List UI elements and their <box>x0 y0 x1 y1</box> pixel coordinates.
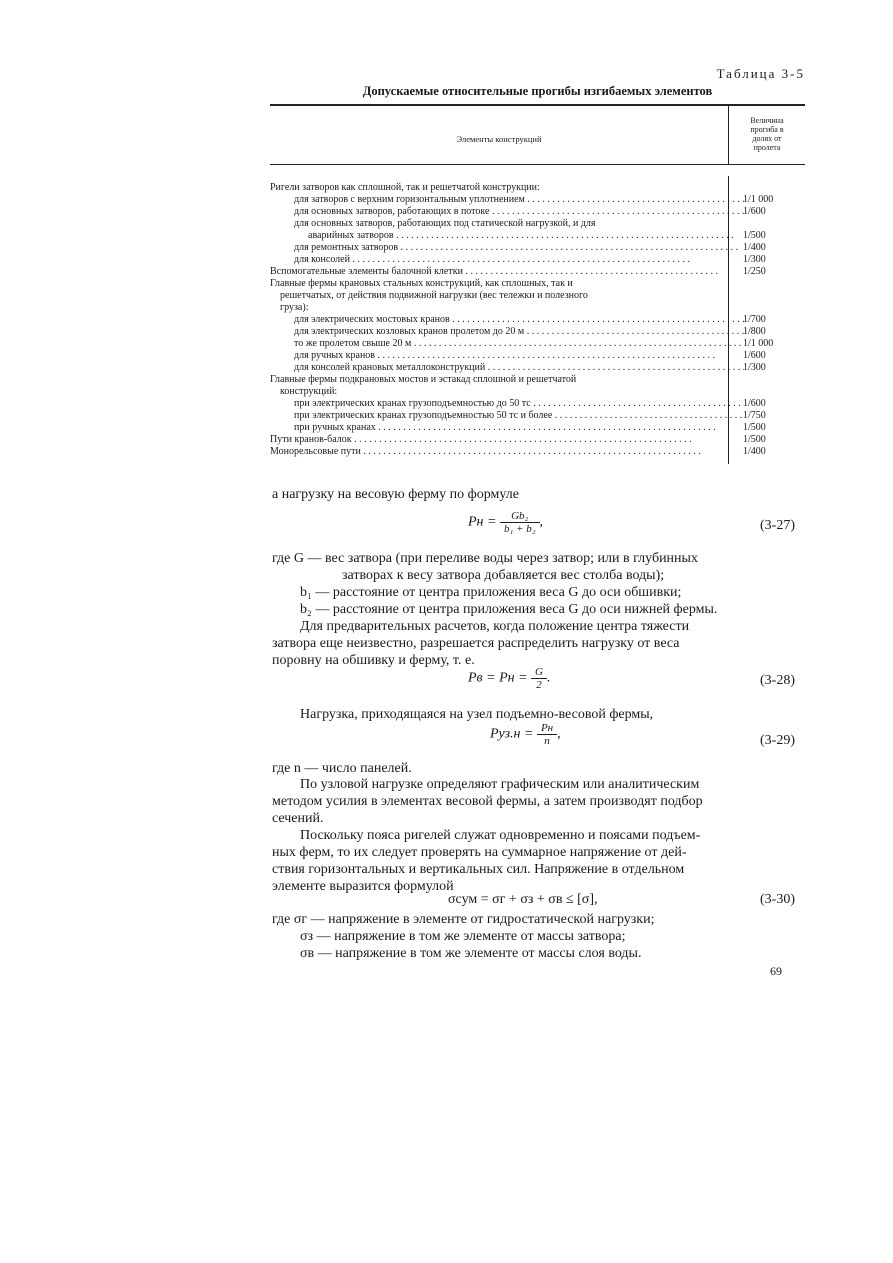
table-row <box>270 266 805 277</box>
table-row <box>270 386 805 397</box>
formula-tail: . <box>546 670 551 686</box>
row-label: Главные фермы подкрановых мостов и эстакад сплошной и решетчатой <box>270 374 577 385</box>
header-value-line: долях от <box>752 134 782 143</box>
table-row <box>270 338 805 349</box>
paragraph: ных ферм, то их следует проверять на суммарное напряжение от дей- <box>272 845 687 860</box>
row-value: 1/1 000 <box>743 194 774 205</box>
row-label: решетчатых, от действия подвижной нагрузки (вес тележки и полезного <box>280 290 588 301</box>
row-label: при электрических кранах грузоподъемностью 50 тс и более . . . <box>270 410 744 421</box>
paragraph: Для предварительных расчетов, когда положение центра тяжести <box>300 619 690 634</box>
table-top-rule <box>270 104 805 106</box>
paragraph: По узловой нагрузке определяют графическим или аналитическим <box>300 777 700 792</box>
table-row <box>270 278 805 289</box>
header-value-line: Величина <box>750 116 784 125</box>
row-value: 1/750 <box>743 410 766 421</box>
table-row <box>270 206 805 217</box>
row-value: 1/250 <box>743 266 766 277</box>
table-row <box>270 314 805 325</box>
row-label: Вспомогательные элементы балочной клетки . . . <box>270 266 720 277</box>
table-row <box>270 230 805 241</box>
table-row <box>270 182 805 193</box>
row-label: при электрических кранах грузоподъемностью до 50 тс . . . <box>270 398 744 409</box>
table-row <box>270 434 805 445</box>
page-number: 69 <box>770 964 782 978</box>
definition: затворах к весу затвора добавляется вес столба воды); <box>342 568 665 583</box>
table-row <box>270 194 805 205</box>
table-row <box>270 446 805 457</box>
row-label: груза): <box>280 302 309 313</box>
equation-number: (3-28) <box>760 673 795 688</box>
fraction <box>500 510 540 535</box>
row-label: для консолей . . . <box>270 254 744 265</box>
row-value: 1/500 <box>743 230 766 241</box>
table-row <box>270 350 805 361</box>
paragraph: затвора еще неизвестно, разрешается распределить нагрузку от веса <box>272 636 680 651</box>
paragraph: ствия горизонтальных и вертикальных сил. Напряжение в отдельном <box>272 862 685 877</box>
row-label: для затворов с верхним горизонтальным уплотнением . . . <box>270 194 744 205</box>
deflection-table <box>270 104 805 466</box>
paragraph: поровну на обшивку и ферму, т. е. <box>272 653 475 668</box>
row-value: 1/400 <box>743 242 766 253</box>
formula-lhs: Pн = <box>468 514 497 530</box>
row-value: 1/400 <box>743 446 766 457</box>
equation-number: (3-30) <box>760 892 795 907</box>
formula-lhs: Pуз.н = <box>490 726 534 742</box>
formula-3-27 <box>468 510 543 535</box>
formula-lhs: Pв = Pн = <box>468 670 528 686</box>
formula-3-30: σсум = σг + σз + σв ≤ [σ], <box>448 892 598 907</box>
definition: где n — число панелей. <box>272 761 412 776</box>
paragraph: методом усилия в элементах весовой фермы, а затем производят подбор <box>272 794 703 809</box>
row-label: Главные фермы крановых стальных конструкций, как сплошных, так и <box>270 278 573 289</box>
header-elements: Элементы конструкций <box>456 134 542 144</box>
definition: σв — напряжение в том же элементе от массы слоя воды. <box>300 946 642 961</box>
header-column-divider <box>728 104 729 164</box>
row-value: 1/300 <box>743 362 766 373</box>
table-row <box>270 254 805 265</box>
paragraph: сечений. <box>272 811 324 826</box>
table-row <box>270 362 805 373</box>
row-label: для ремонтных затворов . . . <box>270 242 744 253</box>
row-value: 1/700 <box>743 314 766 325</box>
formula-tail: , <box>557 726 561 742</box>
row-value: 1/600 <box>743 350 766 361</box>
equation-number: (3-29) <box>760 733 795 748</box>
formula-3-29 <box>490 722 561 747</box>
table-row <box>270 422 805 433</box>
table-row <box>270 374 805 385</box>
row-label: для ручных кранов . . . <box>270 350 744 361</box>
denominator: n <box>544 735 550 747</box>
table-row <box>270 290 805 301</box>
row-label: для консолей крановых металлоконструкций . . . <box>270 362 744 373</box>
header-bottom-rule <box>270 164 805 165</box>
header-value <box>732 116 802 152</box>
definition: b₂ — расстояние от центра приложения веса G до оси нижней фермы. <box>300 602 718 617</box>
row-value: 1/300 <box>743 254 766 265</box>
row-value: 1/500 <box>743 422 766 433</box>
table-row <box>270 242 805 253</box>
row-value: 1/600 <box>743 398 766 409</box>
definition: где σг — напряжение в элементе от гидростатической нагрузки; <box>272 912 655 927</box>
row-label: для основных затворов, работающих под статической нагрузкой, и для <box>294 218 596 229</box>
table-row <box>270 218 805 229</box>
header-value-line: прогиба в <box>750 125 784 134</box>
table-row <box>270 326 805 337</box>
row-label: аварийных затворов . . . <box>270 230 758 241</box>
table-row <box>270 410 805 421</box>
row-label: Монорельсовые пути . . . <box>270 446 720 457</box>
row-label: для основных затворов, работающих в потоке . . . <box>270 206 744 217</box>
fraction <box>537 722 557 747</box>
formula-tail: , <box>539 514 544 530</box>
row-value: 1/500 <box>743 434 766 445</box>
definition: σз — напряжение в том же элементе от массы затвора; <box>300 929 626 944</box>
table-number: Таблица 3-5 <box>716 66 805 81</box>
fraction <box>531 666 547 691</box>
numerator: Gb₂ <box>500 510 540 523</box>
row-label: Пути кранов-балок . . . <box>270 434 720 445</box>
row-label: то же пролетом свыше 20 м . . . <box>270 338 744 349</box>
row-value: 1/600 <box>743 206 766 217</box>
table-row <box>270 398 805 409</box>
row-label: для электрических мостовых кранов . . . <box>270 314 744 325</box>
definition: где G — вес затвора (при переливе воды через затвор; или в глубинных <box>272 551 698 566</box>
numerator: Pн <box>537 722 557 735</box>
row-label: Ригели затворов как сплошной, так и решетчатой конструкции: <box>270 182 540 193</box>
row-label: конструкций: <box>280 386 338 397</box>
paragraph: Поскольку пояса ригелей служат одновременно и поясами подъем- <box>300 828 701 843</box>
header-value-line: пролета <box>753 143 781 152</box>
table-title: Допускаемые относительные прогибы изгибаемых элементов <box>362 84 713 98</box>
numerator: G <box>531 666 547 679</box>
row-value: 1/1 000 <box>743 338 774 349</box>
denominator: 2 <box>536 679 542 691</box>
paragraph: а нагрузку на весовую ферму по формуле <box>272 487 519 502</box>
row-label: для электрических козловых кранов пролетом до 20 м . . . <box>270 326 744 337</box>
table-row <box>270 302 805 313</box>
paragraph: Нагрузка, приходящаяся на узел подъемно-весовой фермы, <box>300 707 654 722</box>
definition: b₁ — расстояние от центра приложения веса G до оси обшивки; <box>300 585 682 600</box>
formula-3-28 <box>468 666 550 691</box>
row-label: при ручных кранах . . . <box>270 422 744 433</box>
row-value: 1/800 <box>743 326 766 337</box>
paragraph: элементе выразится формулой <box>272 879 454 894</box>
equation-number: (3-27) <box>760 518 795 533</box>
denominator: b₁ + b₂ <box>503 523 536 535</box>
